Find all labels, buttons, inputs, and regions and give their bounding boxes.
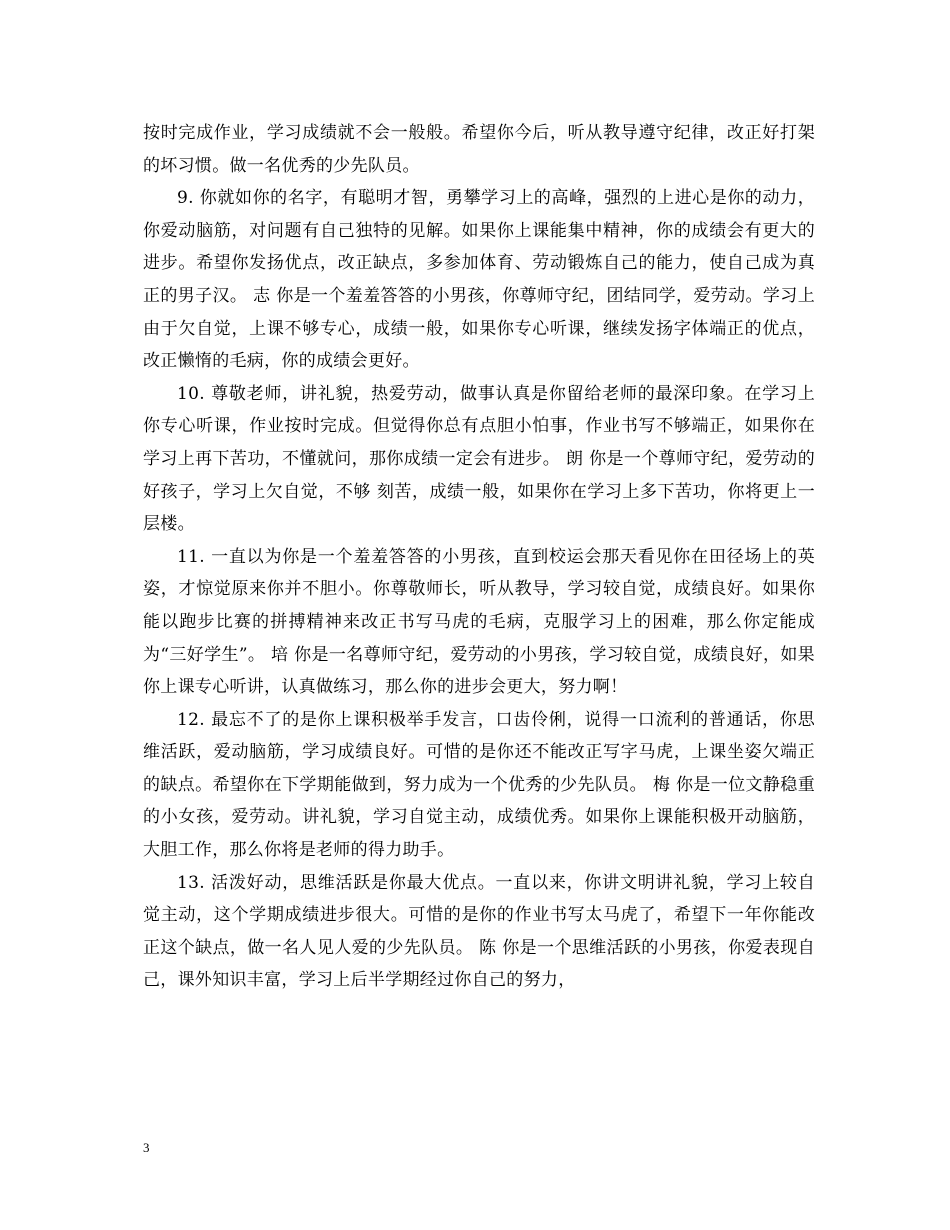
- paragraph: 按时完成作业，学习成绩就不会一般般。希望你今后，听从教导遵守纪律，改正好打架的坏习惯。做一名优秀的少先队员。: [143, 123, 815, 176]
- page-number: 3: [143, 1140, 150, 1155]
- document-body: [143, 117, 815, 997]
- paragraph: 13. 活泼好动，思维活跃是你最大优点。一直以来，你讲文明讲礼貌，学习上较自觉主动，这个学期成绩进步很大。可惜的是你的作业书写太马虎了，希望下一年你能改正这个缺点，做一名人见人爱的少先队员。 陈 你是一个思维活跃的小男孩，你爱表现自己，课外知识丰富，学习上后半学期经过你自己的努力，: [143, 872, 815, 991]
- paragraph: 12. 最忘不了的是你上课积极举手发言，口齿伶俐，说得一口流利的普通话，你思维活跃，爱动脑筋，学习成绩良好。可惜的是你还不能改正写字马虎，上课坐姿欠端正的缺点。希望你在下学期能做到，努力成为一个优秀的少先队员。 梅 你是一位文静稳重的小女孩，爱劳动。讲礼貌，学习自觉主动，成绩优秀。如果你上课能积极开动脑筋，大胆工作，那么你将是老师的得力助手。: [143, 709, 815, 861]
- paragraph: 9. 你就如你的名字，有聪明才智，勇攀学习上的高峰，强烈的上进心是你的动力，你爱动脑筋，对问题有自己独特的见解。如果你上课能集中精神，你的成绩会有更大的进步。希望你发扬优点，改正缺点，多参加体育、劳动锻炼自己的能力，使自己成为真正的男子汉。 志 你是一个羞羞答答的小男孩，你尊师守纪，团结同学，爱劳动。学习上由于欠自觉，上课不够专心，成绩一般，如果你专心听课，继续发扬字体端正的优点，改正懒惰的毛病，你的成绩会更好。: [143, 188, 815, 372]
- paragraph: 10. 尊敬老师，讲礼貌，热爱劳动，做事认真是你留给老师的最深印象。在学习上你专心听课，作业按时完成。但觉得你总有点胆小怕事，作业书写不够端正，如果你在学习上再下苦功，不懂就问，那你成绩一定会有进步。 朗 你是一个尊师守纪，爱劳动的好孩子，学习上欠自觉，不够 刻苦，成绩一般，如果你在学习上多下苦功，你将更上一层楼。: [143, 383, 815, 535]
- paragraph: 11. 一直以为你是一个羞羞答答的小男孩，直到校运会那天看见你在田径场上的英姿，才惊觉原来你并不胆小。你尊敬师长，听从教导，学习较自觉，成绩良好。如果你能以跑步比赛的拼搏精神来改正书写马虎的毛病，克服学习上的困难，那么你定能成为“三好学生”。 培 你是一名尊师守纪，爱劳动的小男孩，学习较自觉，成绩良好，如果你上课专心听讲，认真做练习，那么你的进步会更大，努力啊！: [143, 546, 815, 698]
